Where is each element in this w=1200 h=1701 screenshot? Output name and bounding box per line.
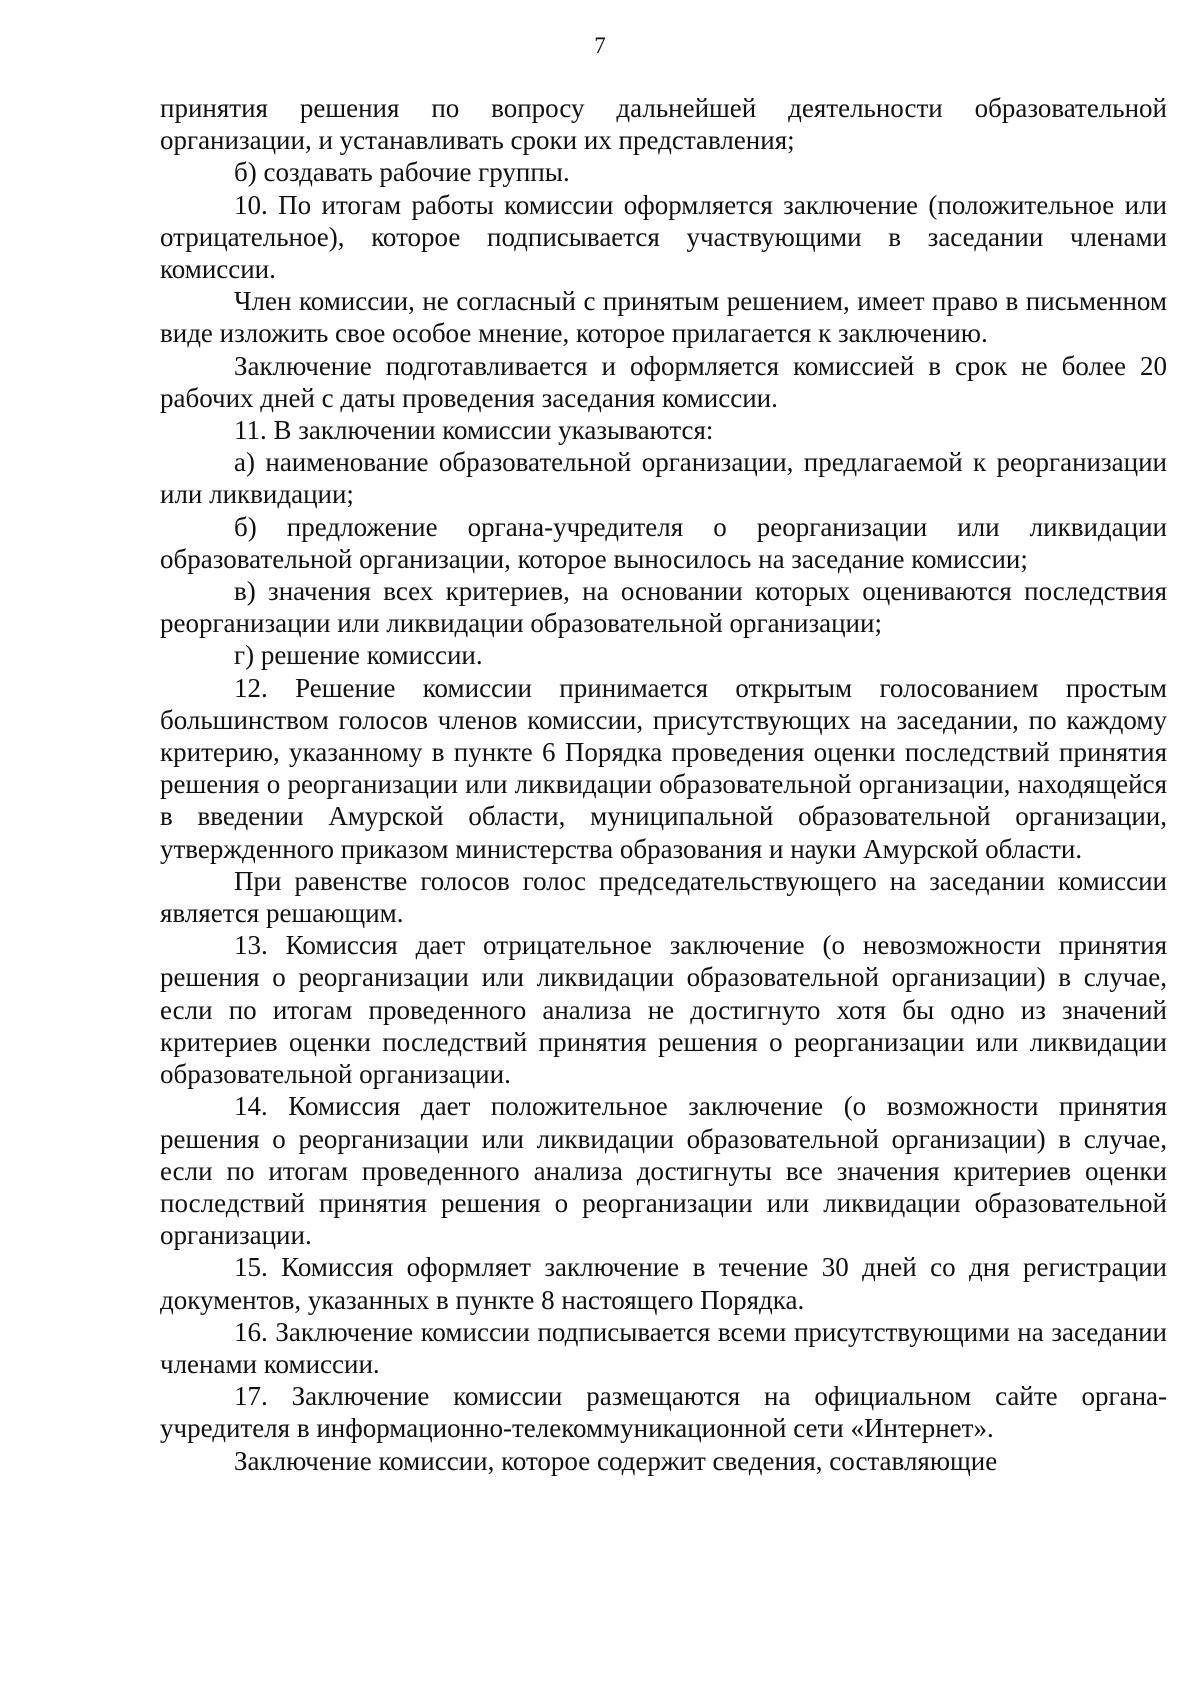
paragraph-17-publication: 17. Заключение комиссии размещаются на официальном сайте органа-учредителя в информационно-телекоммуникационной сети «Интернет». [160,1381,1167,1444]
paragraph-conclusion-deadline: Заключение подготавливается и оформляется комиссией в срок не более 20 рабочих дней с даты проведения заседания комиссии. [160,350,1167,413]
paragraph-item-g: г) решение комиссии. [234,640,483,671]
paragraph-15-conclusion-term: 15. Комиссия оформляет заключение в течение 30 дней со дня регистрации документов, указанных в пункте 8 настоящего Порядка. [160,1252,1167,1315]
page-number: 7 [594,33,606,58]
paragraph-item-b-working-groups: б) создавать рабочие группы. [234,157,570,188]
paragraph-item-v: в) значения всех критериев, на основании которых оцениваются последствия реорганизации или ликвидации образовательной организации; [160,576,1167,639]
paragraph-equal-votes: При равенстве голосов голос председательствующего на заседании комиссии является решающим. [160,865,1167,929]
paragraph-12-decision: 12. Решение комиссии принимается открытым голосованием простым большинством голосов членов комиссии, присутствующих на заседании, по каждому критерию, указанному в пункте 6 Порядка проведения оценки последствий принятия решения о реорганизации или ликвидации образовательной организации, находящейся в введении Амурской области, муниципальной образовательной организации, утвержденного приказом министерства образования и науки Амурской области. [160,672,1167,864]
paragraph-16-signing: 16. Заключение комиссии подписывается всеми присутствующими на заседании членами комиссии. [160,1316,1167,1379]
paragraph-continuation: принятия решения по вопросу дальнейшей деятельности образовательной организации, и устанавливать сроки их представления; [160,93,1167,156]
paragraph-item-b: б) предложение органа-учредителя о реорганизации или ликвидации образовательной организации, которое выносилось на заседание комиссии; [160,511,1167,574]
paragraph-item-a: а) наименование образовательной организации, предлагаемой к реорганизации или ликвидации; [160,447,1167,510]
paragraph-14-positive-conclusion: 14. Комиссия дает положительное заключение (о возможности принятия решения о реорганизации или ликвидации образовательной организации) в случае, если по итогам проведенного анализа достигнуты все значения критериев оценки последствий принятия решения о реорганизации или ликвидации образовательной организации. [160,1091,1167,1251]
document-body [160,92,1167,1477]
paragraph-dissenting-opinion: Член комиссии, не согласный с принятым решением, имеет право в письменном виде изложить свое особое мнение, которое прилагается к заключению. [160,286,1167,349]
paragraph-confidential-conclusion: Заключение комиссии, которое содержит сведения, составляющие [234,1445,998,1476]
paragraph-13-negative-conclusion: 13. Комиссия дает отрицательное заключение (о невозможности принятия решения о реорганизации или ликвидации образовательной организации) в случае, если по итогам проведенного анализа не достигнуто хотя бы одно из значений критериев оценки последствий принятия решения о реорганизации или ликвидации образовательной организации. [160,930,1167,1090]
paragraph-10-conclusion: 10. По итогам работы комиссии оформляется заключение (положительное или отрицательное), которое подписывается участвующими в заседании членами комиссии. [160,189,1167,285]
paragraph-11-conclusion-contents: 11. В заключении комиссии указываются: [234,415,714,446]
